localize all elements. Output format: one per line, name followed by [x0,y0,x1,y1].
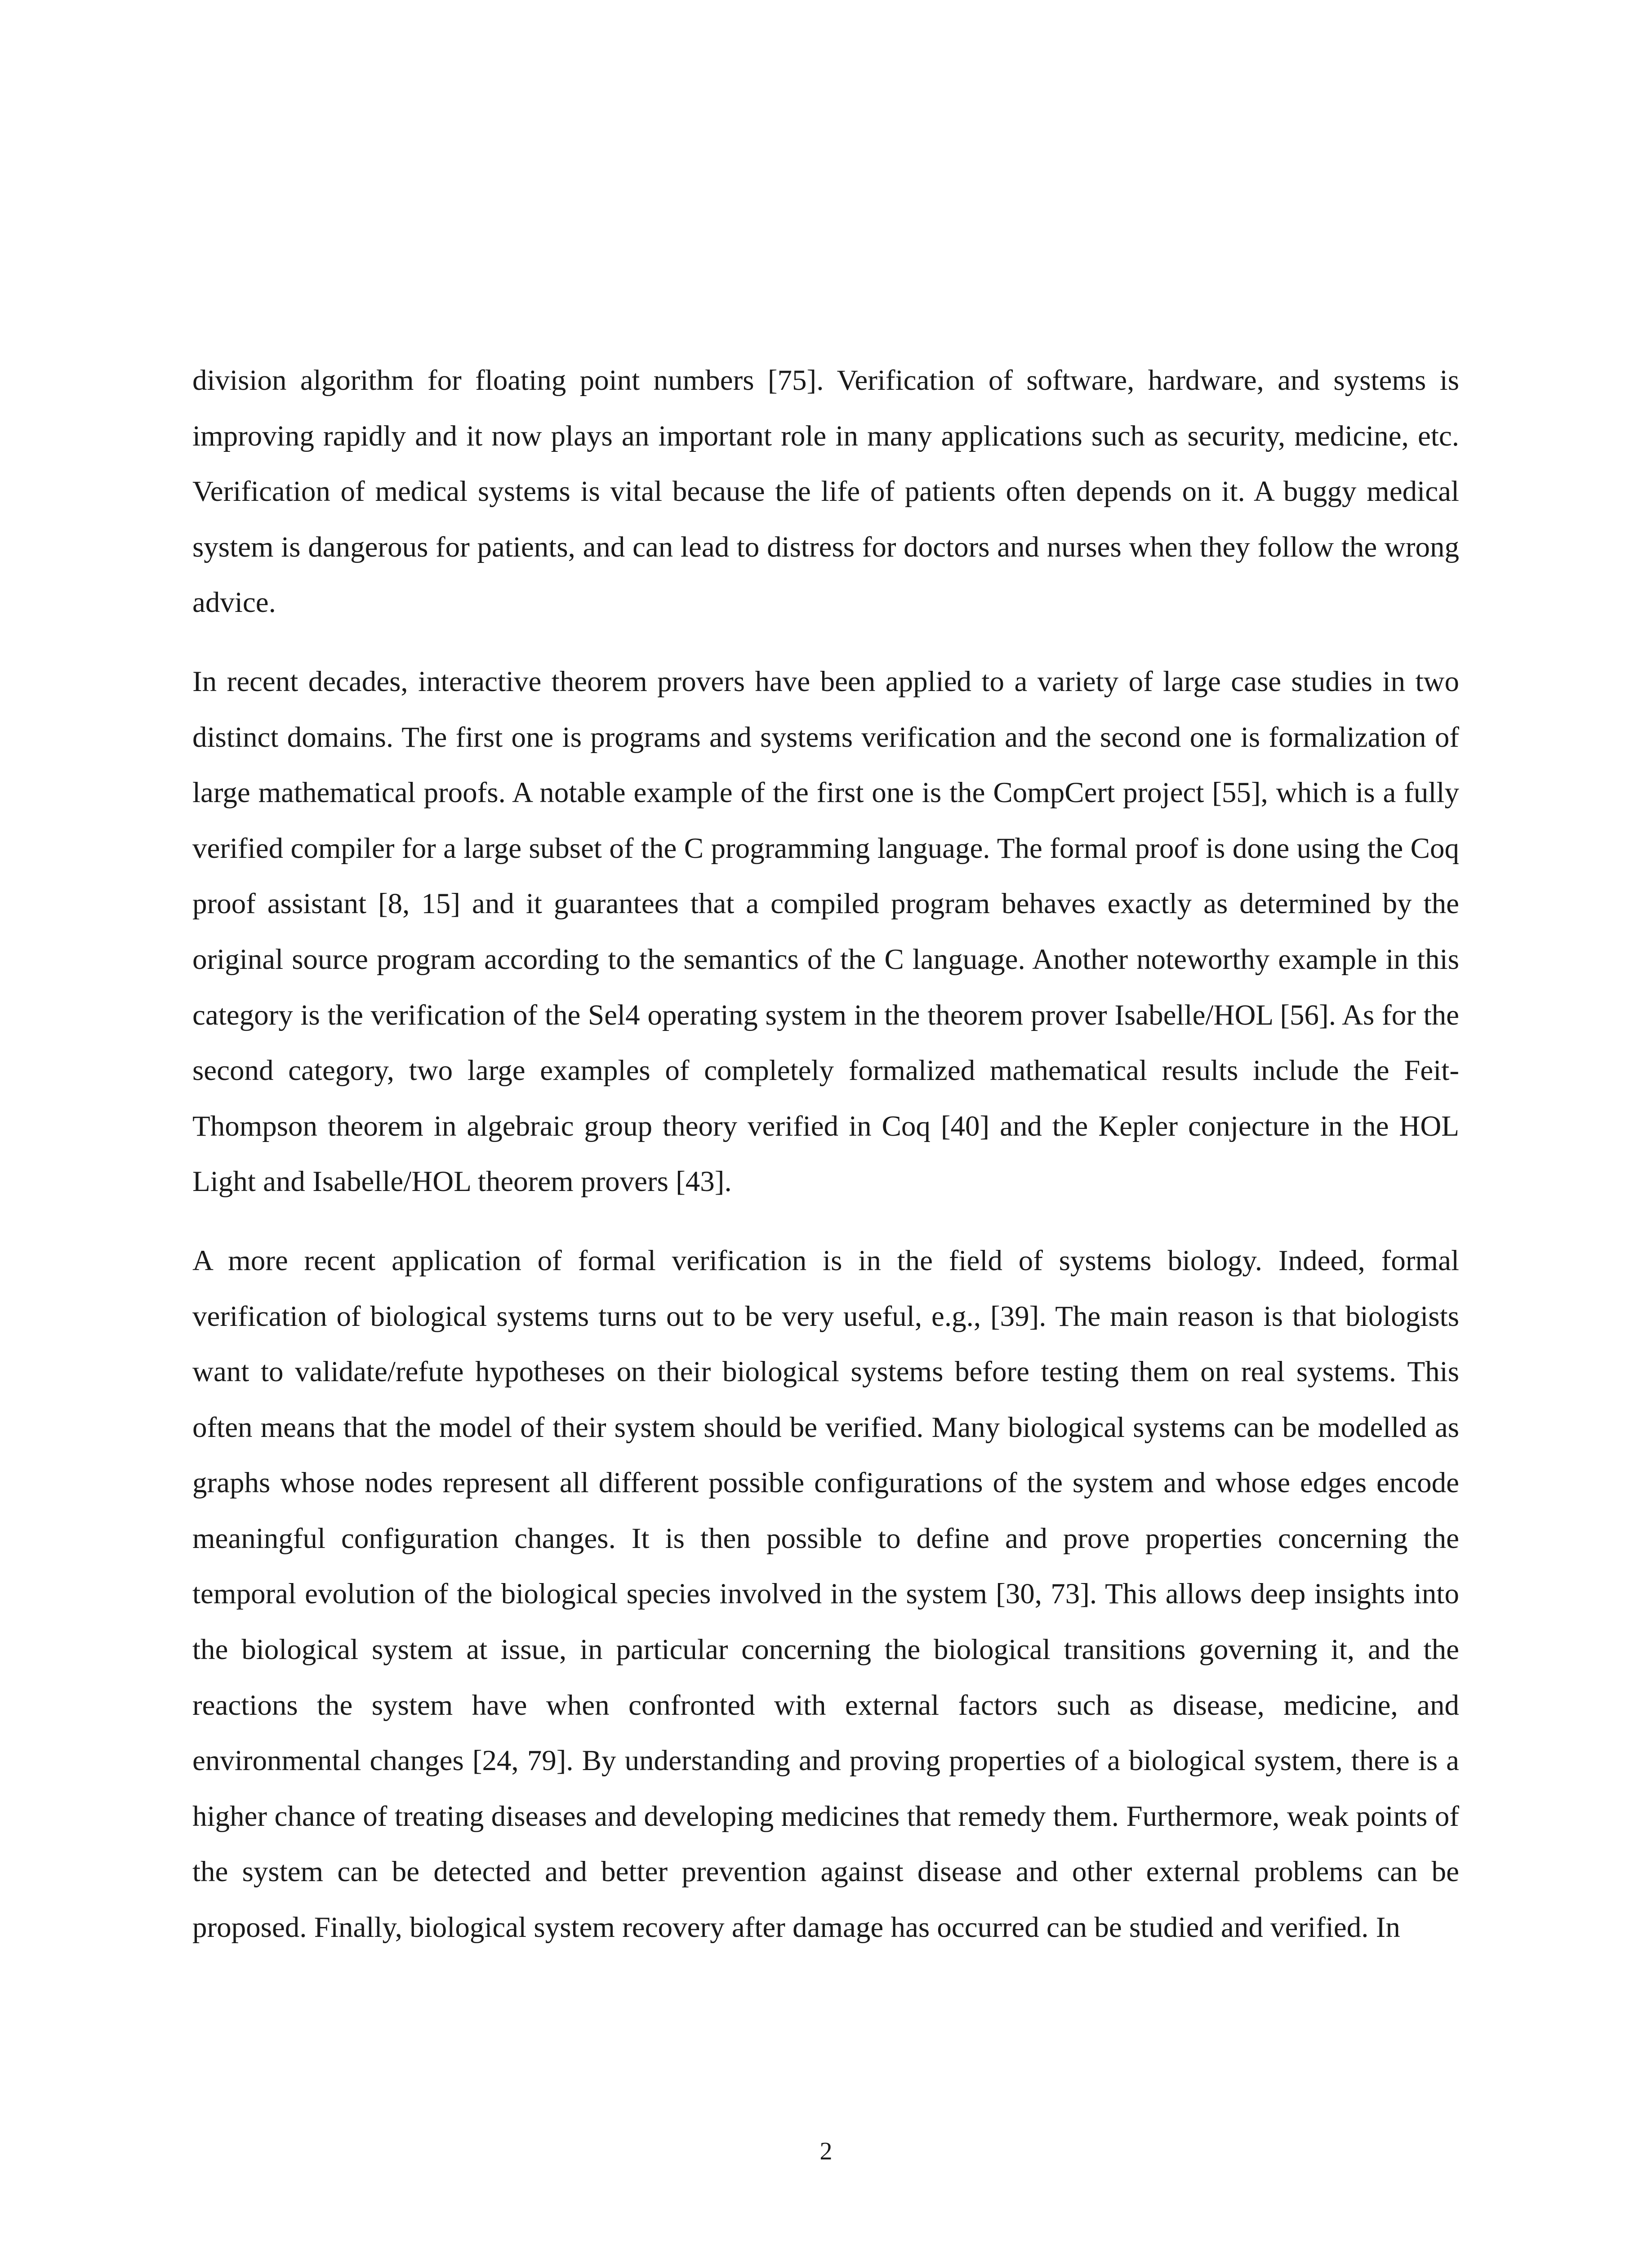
body-text [192,353,1459,1956]
paragraph-2: In recent decades, interactive theorem provers have been applied to a variety of large case studies in two distinct domains. The first one is programs and systems verification and the second one is formalization of large mathematical proofs. A notable example of the first one is the CompCert project [55], which is a fully verified compiler for a large subset of the C programming language. The formal proof is done using the Coq proof assistant [8, 15] and it guarantees that a compiled program behaves exactly as determined by the original source program according to the semantics of the C language. Another noteworthy example in this category is the verification of the Sel4 operating system in the theorem prover Isabelle/HOL [56]. As for the second category, two large examples of completely formalized mathematical results include the Feit-Thompson theorem in algebraic group theory verified in Coq [40] and the Kepler conjecture in the HOL Light and Isabelle/HOL theorem provers [43]. [192,665,1459,1198]
paragraph-1: division algorithm for floating point numbers [75]. Verification of software, hardware, and systems is improving rapidly and it now plays an important role in many applications such as security, medicine, etc. Verification of medical systems is vital because the life of patients often depends on it. A buggy medical system is dangerous for patients, and can lead to distress for doctors and nurses when they follow the wrong advice. [192,364,1459,619]
page-number: 2 [819,2137,833,2165]
paragraph-3: A more recent application of formal verification is in the field of systems biology. Indeed, formal verification of biological systems turns out to be very useful, e.g., [39]. The main reason is that biologists want to validate/refute hypotheses on their biological systems before testing them on real systems. This often means that the model of their system should be verified. Many biological systems can be modelled as graphs whose nodes represent all different possible configurations of the system and whose edges encode meaningful configuration changes. It is then possible to define and prove properties concerning the temporal evolution of the biological species involved in the system [30, 73]. This allows deep insights into the biological system at issue, in particular concerning the biological transitions governing it, and the reactions the system have when confronted with external factors such as disease, medicine, and environmental changes [24, 79]. By understanding and proving properties of a biological system, there is a higher chance of treating diseases and developing medicines that remedy them. Furthermore, weak points of the system can be detected and better prevention against disease and other external problems can be proposed. Finally, biological system recovery after damage has occurred can be studied and verified. In [192,1244,1459,1944]
